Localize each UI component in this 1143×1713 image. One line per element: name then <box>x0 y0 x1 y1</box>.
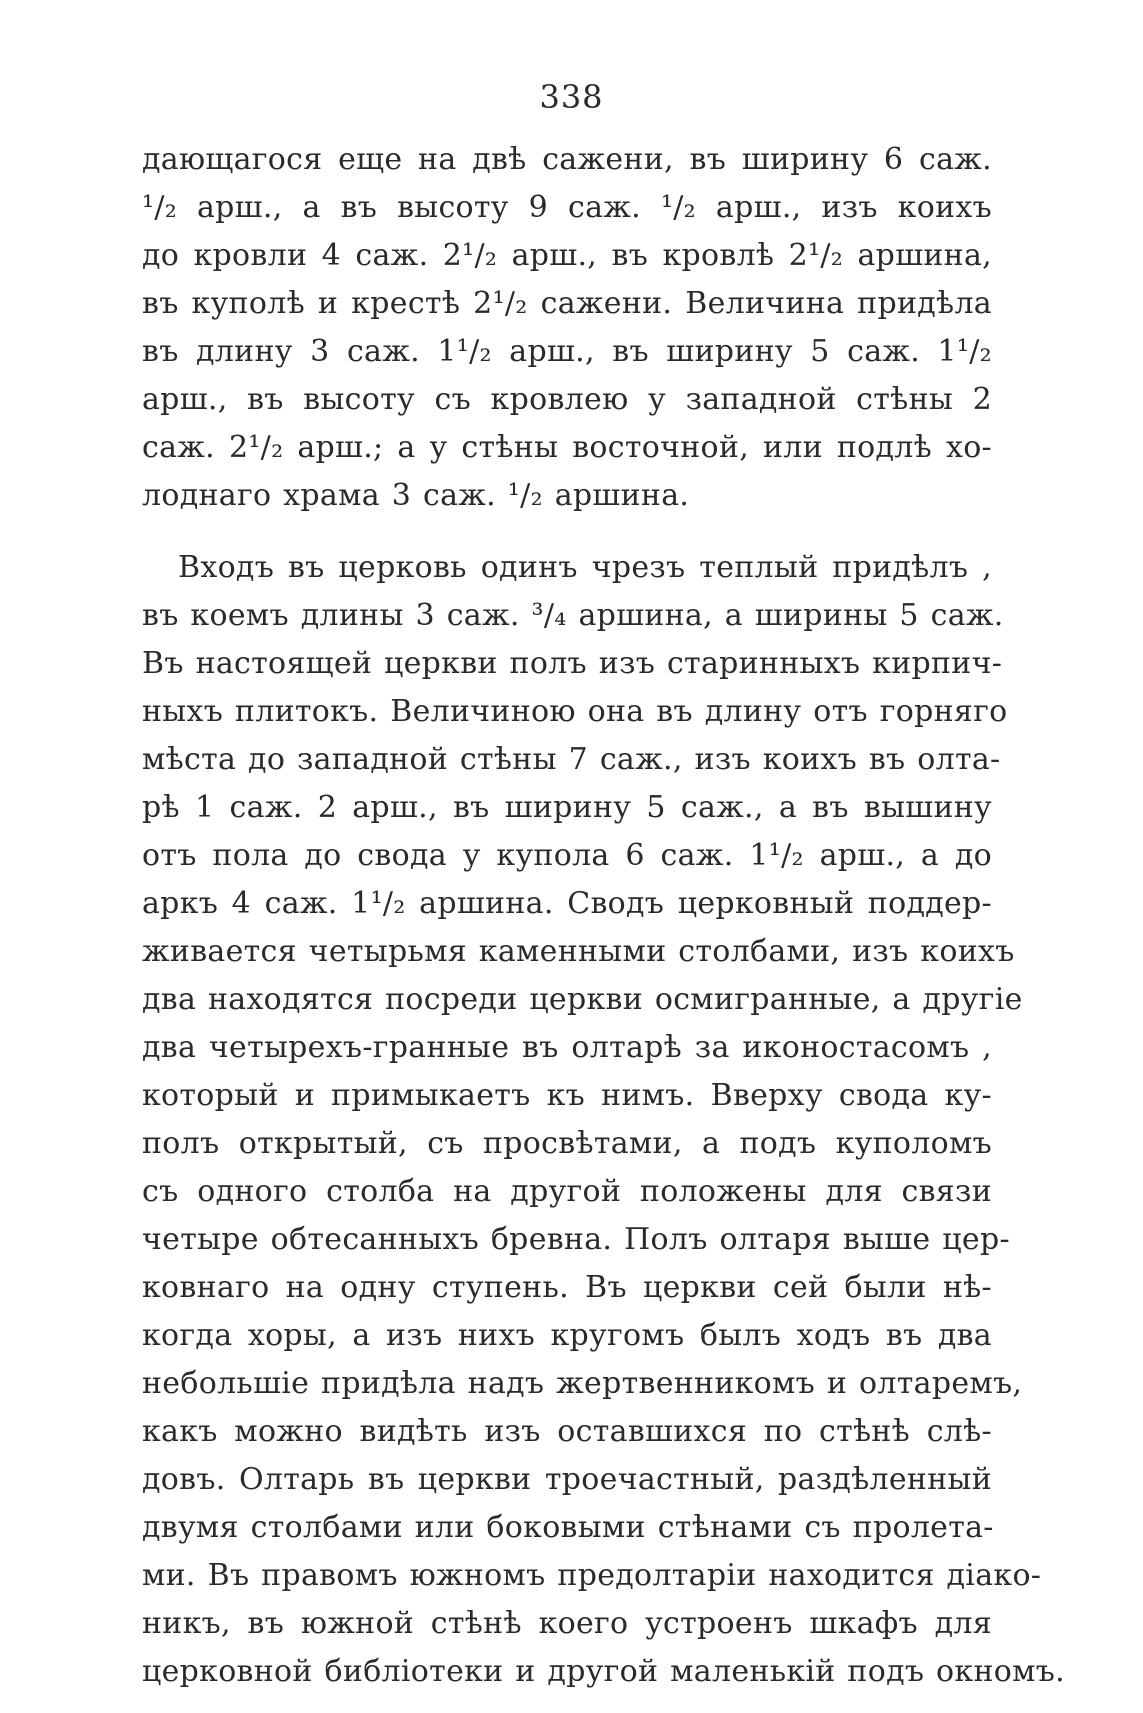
paragraph <box>142 136 992 520</box>
text-line: живается четырьмя каменными столбами, изъ коихъ <box>142 934 1015 969</box>
text-line: отъ пола до свода у купола 6 саж. 1¹/₂ арш., а до <box>142 838 992 873</box>
text-line: когда хоры, а изъ нихъ кругомъ былъ ходъ въ два <box>142 1318 992 1353</box>
text-line: никъ, въ южной стѣнѣ коего устроенъ шкафъ для <box>142 1606 992 1641</box>
text-line: мѣста до западной стѣны 7 саж., изъ коихъ въ олта- <box>142 742 1001 777</box>
text-line: ныхъ плитокъ. Величиною она въ длину отъ горняго <box>142 694 1008 729</box>
text-line: въ длину 3 саж. 1¹/₂ арш., въ ширину 5 саж. 1¹/₂ <box>142 334 992 369</box>
text-line: четыре обтесанныхъ бревна. Полъ олтаря выше цер- <box>142 1222 1010 1257</box>
page-number: 338 <box>539 78 604 116</box>
text-line: Входъ въ церковь одинъ чрезъ теплый придѣлъ , <box>178 550 992 585</box>
text-line: Въ настоящей церкви полъ изъ старинныхъ кирпич- <box>142 646 1003 681</box>
text-line: аркъ 4 саж. 1¹/₂ аршина. Сводъ церковный поддер- <box>142 886 992 921</box>
text-line: саж. 2¹/₂ арш.; а у стѣны восточной, или подлѣ хо- <box>142 430 992 465</box>
text-line: довъ. Олтарь въ церкви троечастный, раздѣленный <box>142 1462 992 1497</box>
text-line: два четырехъ-гранные въ олтарѣ за иконостасомъ , <box>142 1030 992 1065</box>
text-line: какъ можно видѣть изъ оставшихся по стѣнѣ слѣ- <box>142 1414 992 1449</box>
text-line: ковнаго на одну ступень. Въ церкви сей были нѣ- <box>142 1270 992 1305</box>
text-line: который и примыкаетъ къ нимъ. Вверху свода ку- <box>142 1078 992 1113</box>
paragraph <box>142 544 1065 1696</box>
text-line: церковной библіотеки и другой маленькій подъ окномъ. <box>142 1654 1065 1689</box>
text-line: въ куполѣ и крестѣ 2¹/₂ сажени. Величина придѣла <box>142 286 992 321</box>
text-line: до кровли 4 саж. 2¹/₂ арш., въ кровлѣ 2¹/₂ аршина, <box>142 238 992 273</box>
text-line: съ одного столба на другой положены для связи <box>142 1174 992 1209</box>
text-line: рѣ 1 саж. 2 арш., въ ширину 5 саж., а въ вышину <box>142 790 992 825</box>
text-line: лоднаго храма 3 саж. ¹/₂ аршина. <box>142 478 690 513</box>
text-line: дающагося еще на двѣ сажени, въ ширину 6 саж. <box>142 142 992 177</box>
text-line: въ коемъ длины 3 саж. ³/₄ аршина, а ширины 5 саж. <box>142 598 1004 633</box>
body-text <box>142 136 1065 1696</box>
text-line: ми. Въ правомъ южномъ предолтаріи находится діако- <box>142 1558 1042 1593</box>
text-line: двумя столбами или боковыми стѣнами съ пролета- <box>142 1510 994 1545</box>
text-line: два находятся посреди церкви осмигранные, а другіе <box>142 982 1023 1017</box>
text-line: небольшіе придѣла надъ жертвенникомъ и олтаремъ, <box>142 1366 1023 1401</box>
text-line: полъ открытый, съ просвѣтами, а подъ куполомъ <box>142 1126 992 1161</box>
text-line: ¹/₂ арш., а въ высоту 9 саж. ¹/₂ арш., изъ коихъ <box>142 190 992 225</box>
text-line: арш., въ высоту съ кровлею у западной стѣны 2 <box>142 382 992 417</box>
